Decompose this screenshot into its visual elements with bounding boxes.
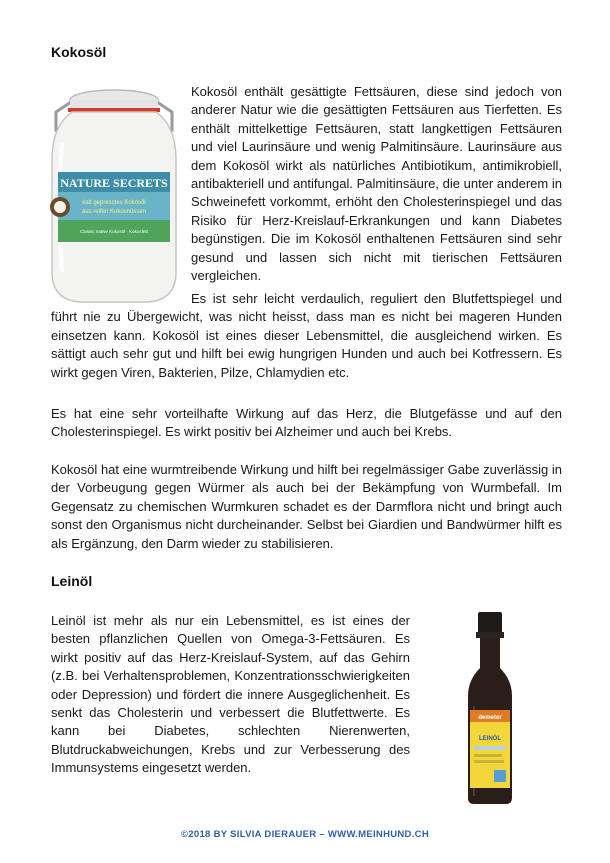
heading-kokosoel: Kokosöl	[51, 44, 107, 60]
jar-label-line2: aus reifen Kokosnüssen	[81, 209, 147, 215]
jar-label-brand: NATURE SECRETS	[60, 176, 168, 190]
linseed-oil-bottle-image	[418, 610, 562, 805]
kokosoel-paragraph-2: Es ist sehr leicht verdaulich, reguliert den Blutfettspiegel und führt nie zu Übergewicht, was nicht heisst, dass man es nicht bei mageren Hunden einsetzen kann. Kokosöl ist eines dieser Lebensmittel, die ausgleichend wirken. Es sättigt auch sehr gut und hilft bei ewig hungrigen Hunden und auch bei Kotfressern. Es wirkt gegen Viren, Bakterien, Pilze, Chlamydien etc.	[51, 291, 562, 380]
bottle-label-brand: demeter	[478, 715, 502, 721]
bottle-label-name: LEINÖL	[479, 736, 501, 742]
heading-leinoel: Leinöl	[51, 573, 93, 589]
kokosoel-paragraph-1: Kokosöl enthält gesättigte Fettsäuren, diese sind jedoch von anderer Natur wie die gesättigten Fettsäuren aus Tierfetten. Es enthält mittelkettige Fettsäuren, statt langkettigen Fettsäuren und viel Laurinsäure und wenig Palmitinsäure. Laurinsäure aus dem Kokosöl wirkt als natürliches Antibiotikum, antimikrobiell, antibakteriell und antifungal. Palmitinsäure, die unter anderem in Schweinefett vorkommt, erhöht den Cholesterinspiegel und das Risiko für Herz-Kreislauf-Erkrankungen und kann Diabetes begünstigen. Die im Kokosöl enthaltenen Fettsäuren sind sehr gesund und lassen sich nicht mit tierischen Fettsäuren vergleichen.	[191, 84, 562, 284]
jar-label-line3: Classic native Kokosöl · Kokosfett	[80, 229, 148, 234]
kokosoel-paragraph-4: Kokosöl hat eine wurmtreibende Wirkung und hilft bei regelmässiger Gabe zuverlässig in der Vorbeugung gegen Würmer als auch bei der Bekämpfung von Wurmbefall. Im Gegensatz zu chemischen Wurmkuren schadet es der Darmflora nicht und bringt auch sonst den Organismus nicht durcheinander. Selbst bei Giardien und Bandwürmer hilft es als Ergänzung, den Darm wieder zu stabilisieren.	[51, 462, 562, 551]
jar-label-line1: kalt gepresstes Kokosöl	[82, 200, 146, 206]
kokosoel-paragraph-3: Es hat eine sehr vorteilhafte Wirkung auf das Herz, die Blutgefässe und auf den Cholesterinspiegel. Es wirkt positiv bei Alzheimer und auch bei Krebs.	[51, 406, 562, 440]
coconut-oil-jar-image	[44, 82, 184, 310]
leinoel-paragraph-1: Leinöl ist mehr als nur ein Lebensmittel, es ist eines der besten pflanzlichen Quellen von Omega-3-Fettsäuren. Es wirkt positiv auf das Herz-Kreislauf-System, auf das Gehirn (z.B. bei Verhaltensproblemen, Konzentrationsschwierigkeiten oder Depression) und fördert die innere Ausgeglichenheit. Es senkt das Cholesterin und verbessert die Blutfettwerte. Es kann bei Diabetes, schlechten Nierenwerten, Blutdruckabweichungen, Krebs und zur Verbesserung des Immunsystems eingesetzt werden.	[51, 613, 410, 776]
page-footer: ©2018 BY SILVIA DIERAUER – WWW.MEINHUND.CH	[181, 829, 429, 840]
